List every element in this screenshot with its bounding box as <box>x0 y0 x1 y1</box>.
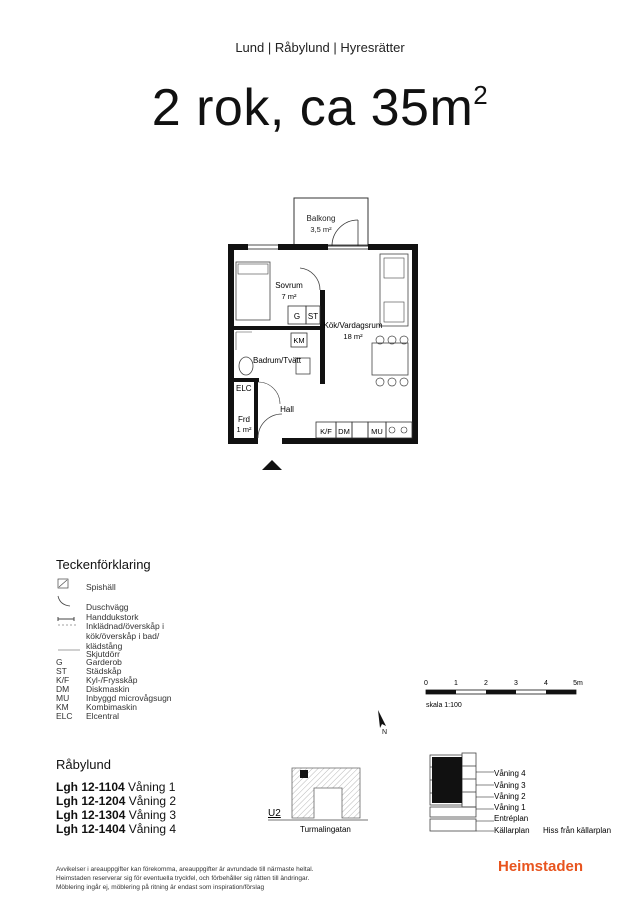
label-elc: ELC <box>236 384 252 393</box>
apartments-title: Råbylund <box>56 757 111 772</box>
title-superscript: 2 <box>473 80 489 110</box>
site-unit-label: U2 <box>268 808 281 819</box>
hob <box>389 427 407 433</box>
shower-wall-icon <box>58 596 70 606</box>
scale-bar <box>420 676 600 716</box>
legend-item: Skjutdörr <box>86 649 121 659</box>
label-dm: DM <box>338 427 350 436</box>
header-subtitle: Lund | Råbylund | Hyresrätter <box>235 40 405 55</box>
legend-code: ELC <box>56 711 73 721</box>
apartment-row <box>56 808 176 822</box>
apartment-row <box>56 822 176 836</box>
legend-item: Duschvägg <box>86 602 129 612</box>
disclaimer-line: Heimstaden reserverar sig för eventuella tryckfel, och förbehåller sig rätten till ändringar. <box>56 875 310 882</box>
apartment-id: Lgh 12-1204 <box>56 794 126 808</box>
scale-tick-label: 1 <box>454 680 458 687</box>
legend-item: Diskmaskin <box>86 684 130 694</box>
apartment-floor: Våning 4 <box>128 822 177 836</box>
apartment-floor: Våning 1 <box>128 780 176 794</box>
legend-code: MU <box>56 693 70 703</box>
north-arrow-icon <box>372 708 396 736</box>
label-st: ST <box>307 312 319 321</box>
label-km: KM <box>293 336 305 345</box>
disclaimer-line: Möblering ingår ej, möblering på ritning är endast som inspiration/förslag <box>56 884 265 891</box>
disclaimer-line: Avvikelser i areauppgifter kan förekomma, areauppgifter är avrundade till närmaste heltal. <box>56 866 314 873</box>
room-area-balkong: 3,5 m² <box>310 225 332 234</box>
legend-item: Handdukstork <box>86 612 139 622</box>
legend-code: DM <box>56 684 70 694</box>
section-floor-label: Våning 1 <box>494 803 526 812</box>
scale-tick-label: 2 <box>484 680 488 687</box>
apartment-row <box>56 780 175 794</box>
legend-item: klädstång <box>86 641 123 651</box>
scale-tick-label: 3 <box>514 680 518 687</box>
unit-marker <box>300 770 308 778</box>
label-g: G <box>293 312 301 321</box>
legend-code: K/F <box>56 675 70 685</box>
site-plan <box>262 762 372 838</box>
room-area-kok-vardagsrum: 18 m² <box>343 332 363 341</box>
scale-label: skala 1:100 <box>426 702 462 709</box>
unit-stack-highlight <box>432 757 462 803</box>
legend-item: Städskåp <box>86 666 122 676</box>
bed <box>236 262 270 320</box>
building-section <box>420 745 630 840</box>
street-label: Turmalingatan <box>300 825 351 834</box>
legend-code: ST <box>56 666 67 676</box>
dining-table <box>372 343 408 375</box>
legend-code: G <box>56 657 63 667</box>
shower <box>236 332 252 350</box>
room-label-kok-vardagsrum: Kök/Vardagsrum <box>323 321 383 330</box>
legend-item: Inklädnad/överskåp i <box>86 621 164 631</box>
legend-item: Garderob <box>86 657 122 667</box>
apartment-id: Lgh 12-1404 <box>56 822 126 836</box>
brand-logo: Heimstaden <box>498 858 584 875</box>
room-label-hall: Hall <box>280 405 294 414</box>
title-text: 2 rok, ca 35m <box>151 79 474 137</box>
room-label-balkong: Balkong <box>306 214 336 223</box>
page-title <box>0 78 640 138</box>
room-label-frd: Frd <box>238 415 250 424</box>
scale-tick-label: 5m <box>573 680 583 687</box>
legend-item: Elcentral <box>86 711 120 721</box>
bedroom-door-swing <box>300 268 320 290</box>
legend-code: KM <box>56 702 69 712</box>
legend-item: Kyl-/Frysskåp <box>86 675 138 685</box>
floor-plan <box>0 190 640 480</box>
legend-item: kök/överskåp i bad/ <box>86 631 160 641</box>
scale-tick-label: 4 <box>544 680 548 687</box>
apartment-row <box>56 794 176 808</box>
bathroom-door-swing <box>258 382 280 404</box>
section-floor-label: Entréplan <box>494 814 529 823</box>
balcony-door-swing <box>332 220 358 246</box>
elevator-note: Hiss från källarplan <box>543 826 612 835</box>
entrance-door-swing <box>258 414 282 438</box>
section-floor-label: Våning 2 <box>494 792 526 801</box>
room-area-frd: 1 m² <box>236 425 252 434</box>
room-area-sovrum: 7 m² <box>281 292 297 301</box>
svg-text:N: N <box>382 729 388 736</box>
section-floor-label: Källarplan <box>494 826 530 835</box>
scale-tick-label: 0 <box>424 680 428 687</box>
legend-item: Inbyggd microvågsugn <box>86 693 172 703</box>
toilet <box>239 357 253 375</box>
room-label-sovrum: Sovrum <box>275 281 303 290</box>
entrance-arrow <box>262 460 282 470</box>
apartment-floor: Våning 2 <box>128 794 177 808</box>
dining-chairs <box>376 336 408 386</box>
apartment-id: Lgh 12-1104 <box>56 780 125 794</box>
legend-item: Spishäll <box>86 582 116 592</box>
label-kf: K/F <box>320 427 332 436</box>
legend-item: Kombimaskin <box>86 702 138 712</box>
section-floor-label: Våning 4 <box>494 769 526 778</box>
apartment-floor: Våning 3 <box>128 808 177 822</box>
section-floor-label: Våning 3 <box>494 781 526 790</box>
room-label-badrum: Badrum/Tvätt <box>252 356 302 365</box>
apartment-id: Lgh 12-1304 <box>56 808 126 822</box>
legend-title: Teckenförklaring <box>56 557 151 572</box>
label-mu: MU <box>371 427 383 436</box>
